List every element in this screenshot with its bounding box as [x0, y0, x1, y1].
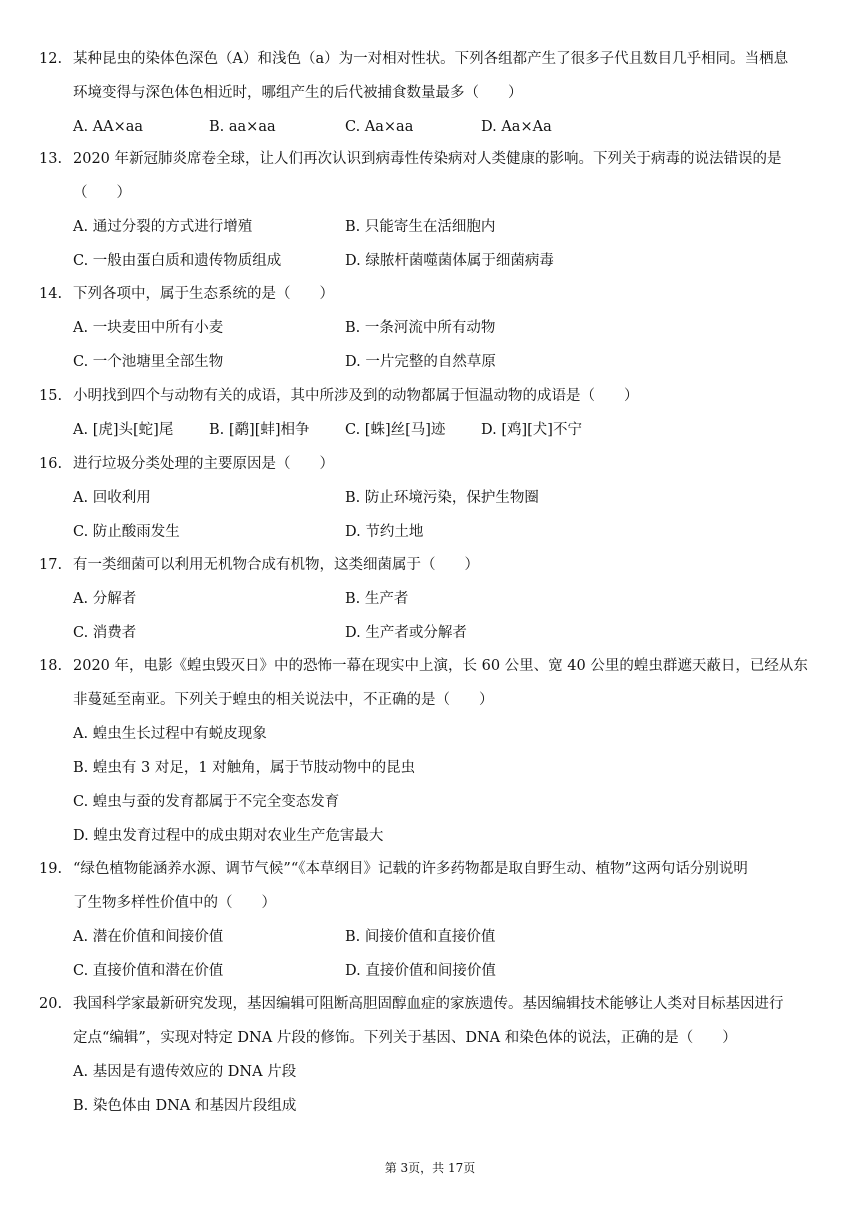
- question-text: 非蔓延至南亚。下列关于蝗虫的相关说法中，不正确的是（ ）: [73, 692, 494, 708]
- option-list: [73, 481, 829, 549]
- question-number: 17.: [39, 557, 63, 573]
- question-number: 20.: [39, 996, 63, 1012]
- option-a: A. 通过分裂的方式进行增殖: [73, 219, 253, 235]
- option-c: C. 蝗虫与蚕的发育都属于不完全变态发育: [73, 794, 340, 810]
- option-a: A. 一块麦田中所有小麦: [73, 320, 224, 336]
- option-c: C. [蛛]丝[马]迹: [345, 422, 446, 438]
- question-12: [39, 42, 829, 144]
- question-number: 18.: [39, 658, 63, 674]
- option-list: [73, 1055, 829, 1123]
- question-text: 小明找到四个与动物有关的成语，其中所涉及到的动物都属于恒温动物的成语是（ ）: [73, 388, 639, 404]
- question-text: 下列各项中，属于生态系统的是（ ）: [73, 286, 334, 302]
- option-d: D. 节约土地: [345, 524, 424, 540]
- option-c: C. 直接价值和潜在价值: [73, 963, 224, 979]
- option-b: B. 只能寄生在活细胞内: [345, 219, 496, 235]
- question-17: [39, 548, 829, 650]
- option-a: A. 潜在价值和间接价值: [73, 929, 224, 945]
- option-list: [73, 717, 829, 853]
- option-list: [73, 582, 829, 650]
- option-b: B. [鹬][蚌]相争: [209, 422, 310, 438]
- option-a: A. 蝗虫生长过程中有蜕皮现象: [73, 726, 267, 742]
- option-a: A. AA×aa: [73, 119, 144, 135]
- option-b: B. 生产者: [345, 591, 409, 607]
- option-a: A. 回收利用: [73, 490, 151, 506]
- question-15: [39, 379, 829, 447]
- question-number: 19.: [39, 861, 63, 877]
- question-number: 16.: [39, 456, 63, 472]
- option-list: [73, 311, 829, 379]
- option-d: D. [鸡][犬]不宁: [481, 422, 582, 438]
- option-list: [73, 110, 829, 144]
- question-text: 2020 年新冠肺炎席卷全球，让人们再次认识到病毒性传染病对人类健康的影响。下列关于病毒的说法错误的是: [73, 151, 782, 167]
- option-a: A. 分解者: [73, 591, 137, 607]
- question-13: [39, 142, 829, 278]
- question-text: 2020 年，电影《蝗虫毁灭日》中的恐怖一幕在现实中上演，长 60 公里、宽 40 公里的蝗虫群遮天蔽日，已经从东: [73, 658, 808, 674]
- option-list: [73, 210, 829, 278]
- option-c: C. 防止酸雨发生: [73, 524, 180, 540]
- option-c: C. Aa×aa: [345, 119, 414, 135]
- question-text: 我国科学家最新研究发现，基因编辑可阻断高胆固醇血症的家族遗传。基因编辑技术能够让人类对目标基因进行: [73, 996, 784, 1012]
- option-d: D. 直接价值和间接价值: [345, 963, 496, 979]
- question-number: 14.: [39, 286, 63, 302]
- option-b: B. 染色体由 DNA 和基因片段组成: [73, 1098, 297, 1114]
- question-text: 了生物多样性价值中的（ ）: [73, 895, 276, 911]
- option-c: C. 一个池塘里全部生物: [73, 354, 224, 370]
- question-text: 环境变得与深色体色相近时，哪组产生的后代被捕食数量最多（ ）: [73, 85, 523, 101]
- question-text: 进行垃圾分类处理的主要原因是（ ）: [73, 456, 334, 472]
- option-list: [73, 920, 829, 988]
- option-list: [73, 413, 829, 447]
- question-text: “绿色植物能涵养水源、调节气候”“《本草纲目》记载的许多药物都是取自野生动、植物”这两句话分别说明: [73, 861, 748, 877]
- option-a: A. [虎]头[蛇]尾: [73, 422, 174, 438]
- option-b: B. 间接价值和直接价值: [345, 929, 496, 945]
- option-d: D. 一片完整的自然草原: [345, 354, 496, 370]
- page-footer: 第 3页，共 17页: [384, 1161, 476, 1175]
- question-number: 12.: [39, 51, 63, 67]
- option-c: C. 一般由蛋白质和遗传物质组成: [73, 253, 282, 269]
- option-b: B. aa×aa: [209, 119, 276, 135]
- option-d: D. 蝗虫发育过程中的成虫期对农业生产危害最大: [73, 828, 384, 844]
- question-text: （ ）: [73, 185, 131, 201]
- question-text: 有一类细菌可以利用无机物合成有机物，这类细菌属于（ ）: [73, 557, 479, 573]
- question-16: [39, 447, 829, 549]
- option-a: A. 基因是有遗传效应的 DNA 片段: [73, 1064, 297, 1080]
- option-b: B. 蝗虫有 3 对足，1 对触角，属于节肢动物中的昆虫: [73, 760, 416, 776]
- question-19: [39, 852, 829, 988]
- question-20: [39, 987, 829, 1123]
- option-b: B. 一条河流中所有动物: [345, 320, 496, 336]
- question-14: [39, 277, 829, 379]
- question-number: 13.: [39, 151, 63, 167]
- question-18: [39, 649, 829, 853]
- question-number: 15.: [39, 388, 63, 404]
- option-c: C. 消费者: [73, 625, 137, 641]
- question-text: 定点“编辑”，实现对特定 DNA 片段的修饰。下列关于基因、DNA 和染色体的说法，正确的是（ ）: [73, 1030, 737, 1046]
- option-d: D. 绿脓杆菌噬菌体属于细菌病毒: [345, 253, 554, 269]
- option-d: D. 生产者或分解者: [345, 625, 467, 641]
- question-text: 某种昆虫的染体色深色（A）和浅色（a）为一对相对性状。下列各组都产生了很多子代且数目几乎相同。当栖息: [73, 51, 789, 67]
- option-d: D. Aa×Aa: [481, 119, 552, 135]
- option-b: B. 防止环境污染，保护生物圈: [345, 490, 539, 506]
